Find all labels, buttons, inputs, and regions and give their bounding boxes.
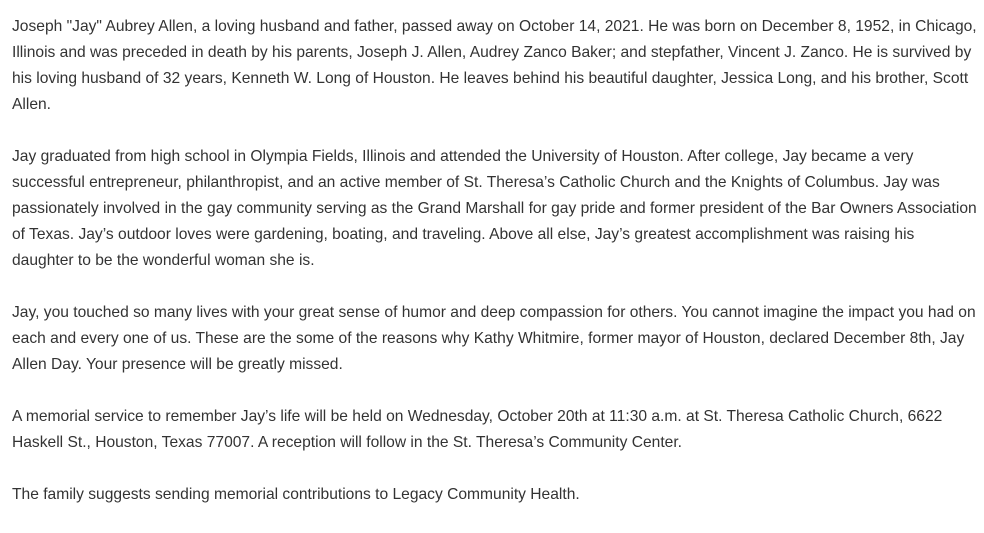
paragraph-tribute: Jay, you touched so many lives with your great sense of humor and deep compassion for others. You cannot imagine the impact you had on each and every one of us. These are the some of the reasons why Kathy Whitmire, former mayor of Houston, declared December 8th, Jay Allen Day. Your presence will be greatly missed. (12, 304, 976, 373)
paragraph-life-achievements: Jay graduated from high school in Olympia Fields, Illinois and attended the University of Houston. After college, Jay became a very successful entrepreneur, philanthropist, and an active member of St. Theresa’s Catholic Church and the Knights of Columbus. Jay was passionately involved in the gay community serving as the Grand Marshall for gay pride and former president of the Bar Owners Association of Texas. Jay’s outdoor loves were gardening, boating, and traveling. Above all else, Jay’s greatest accomplishment was raising his daughter to be the wonderful woman she is. (12, 148, 977, 269)
paragraph-contributions: The family suggests sending memorial contributions to Legacy Community Health. (12, 486, 580, 503)
paragraph-biography: Joseph "Jay" Aubrey Allen, a loving husband and father, passed away on October 14, 2021. He was born on December 8, 1952, in Chicago, Illinois and was preceded in death by his parents, Joseph J. Allen, Audrey Zanco Baker; and stepfather, Vincent J. Zanco. He is survived by his loving husband of 32 years, Kenneth W. Long of Houston. He leaves behind his beautiful daughter, Jessica Long, and his brother, Scott Allen. (12, 18, 977, 113)
paragraph-memorial-service: A memorial service to remember Jay’s life will be held on Wednesday, October 20th at 11:30 a.m. at St. Theresa Catholic Church, 6622 Haskell St., Houston, Texas 77007. A reception will follow in the St. Theresa’s Community Center. (12, 408, 943, 451)
